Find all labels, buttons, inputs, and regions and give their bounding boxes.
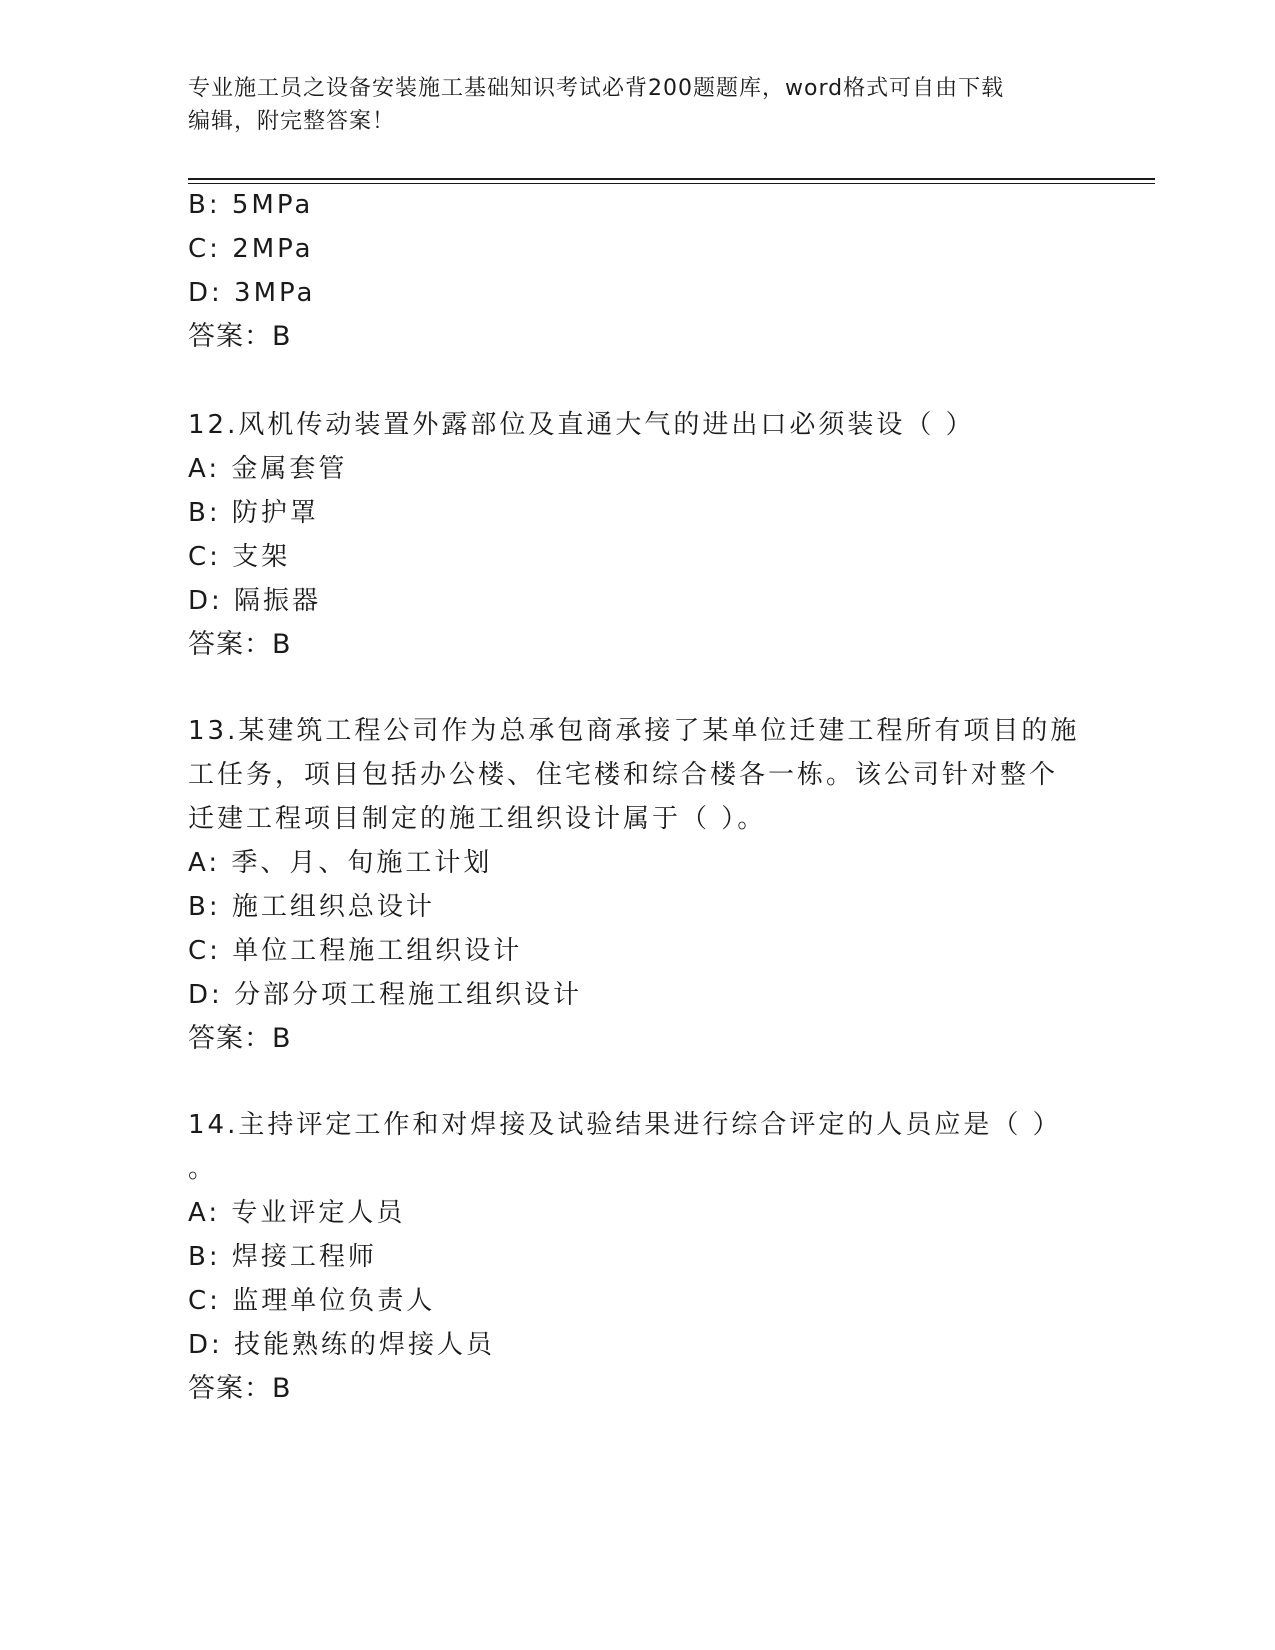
option-text: 支架	[232, 542, 291, 572]
option-label: B:	[188, 892, 221, 922]
option-text: 隔振器	[234, 586, 322, 616]
header-line-1: 专业施工员之设备安装施工基础知识考试必背200题题库，word格式可自由下载	[188, 76, 1005, 101]
option-text: 季、月、旬施工计划	[231, 848, 493, 878]
option-label: C:	[188, 234, 221, 264]
option-label: C:	[188, 542, 221, 572]
option-text: 单位工程施工组织设计	[232, 936, 523, 966]
q12-option-d	[188, 584, 321, 618]
q13-question-line-2: 工任务，项目包括办公楼、住宅楼和综合楼各一栋。该公司针对整个	[188, 760, 1059, 790]
option-text: 分部分项工程施工组织设计	[234, 980, 583, 1010]
option-text: 金属套管	[231, 454, 348, 484]
q12-option-c	[188, 540, 290, 574]
q12-question: 12.风机传动装置外露部位及直通大气的进出口必须装设（ ）	[188, 410, 975, 440]
q14-answer: 答案：B	[188, 1373, 292, 1404]
q12-answer: 答案：B	[188, 629, 292, 660]
option-label: D:	[188, 980, 223, 1010]
q13-answer: 答案：B	[188, 1023, 292, 1054]
option-label: A:	[188, 454, 221, 484]
option-label: B:	[188, 1242, 221, 1272]
option-label: D:	[188, 1330, 223, 1360]
option-text: 5MPa	[231, 190, 314, 220]
option-text: 专业评定人员	[231, 1198, 406, 1228]
q14-question-line-2: 。	[188, 1154, 218, 1184]
header-divider-thin	[188, 183, 1155, 184]
q11-option-d	[188, 276, 315, 310]
q14-option-a	[188, 1196, 405, 1230]
option-label: D:	[188, 586, 223, 616]
q13-question-line-3: 迁建工程项目制定的施工组织设计属于（ ）。	[188, 804, 767, 834]
q13-option-c	[188, 934, 522, 968]
q14-option-c	[188, 1284, 435, 1318]
q13-question-line-1: 13.某建筑工程公司作为总承包商承接了某单位迁建工程所有项目的施	[188, 716, 1080, 746]
q14-question-line-1: 14.主持评定工作和对焊接及试验结果进行综合评定的人员应是（ ）	[188, 1110, 1062, 1140]
option-text: 施工组织总设计	[231, 892, 435, 922]
q14-option-d	[188, 1328, 495, 1362]
option-text: 3MPa	[234, 278, 316, 308]
q11-option-c	[188, 232, 314, 266]
q14-option-b	[188, 1240, 377, 1274]
header-divider-thick	[188, 178, 1155, 180]
option-text: 防护罩	[231, 498, 319, 528]
q12-option-a	[188, 452, 347, 486]
option-label: D:	[188, 278, 223, 308]
option-text: 焊接工程师	[231, 1242, 377, 1272]
option-label: A:	[188, 848, 221, 878]
option-text: 2MPa	[232, 234, 314, 264]
option-text: 技能熟练的焊接人员	[234, 1330, 496, 1360]
option-label: C:	[188, 1286, 221, 1316]
q13-option-d	[188, 978, 582, 1012]
document-header	[188, 72, 1088, 138]
q13-option-a	[188, 846, 492, 880]
q11-option-b	[188, 188, 313, 222]
q13-option-b	[188, 890, 435, 924]
option-label: B:	[188, 190, 221, 220]
option-label: A:	[188, 1198, 221, 1228]
option-label: B:	[188, 498, 221, 528]
header-line-2: 编辑，附完整答案！	[188, 109, 396, 134]
option-text: 监理单位负责人	[232, 1286, 436, 1316]
option-label: C:	[188, 936, 221, 966]
q11-answer: 答案：B	[188, 321, 292, 352]
q12-option-b	[188, 496, 319, 530]
